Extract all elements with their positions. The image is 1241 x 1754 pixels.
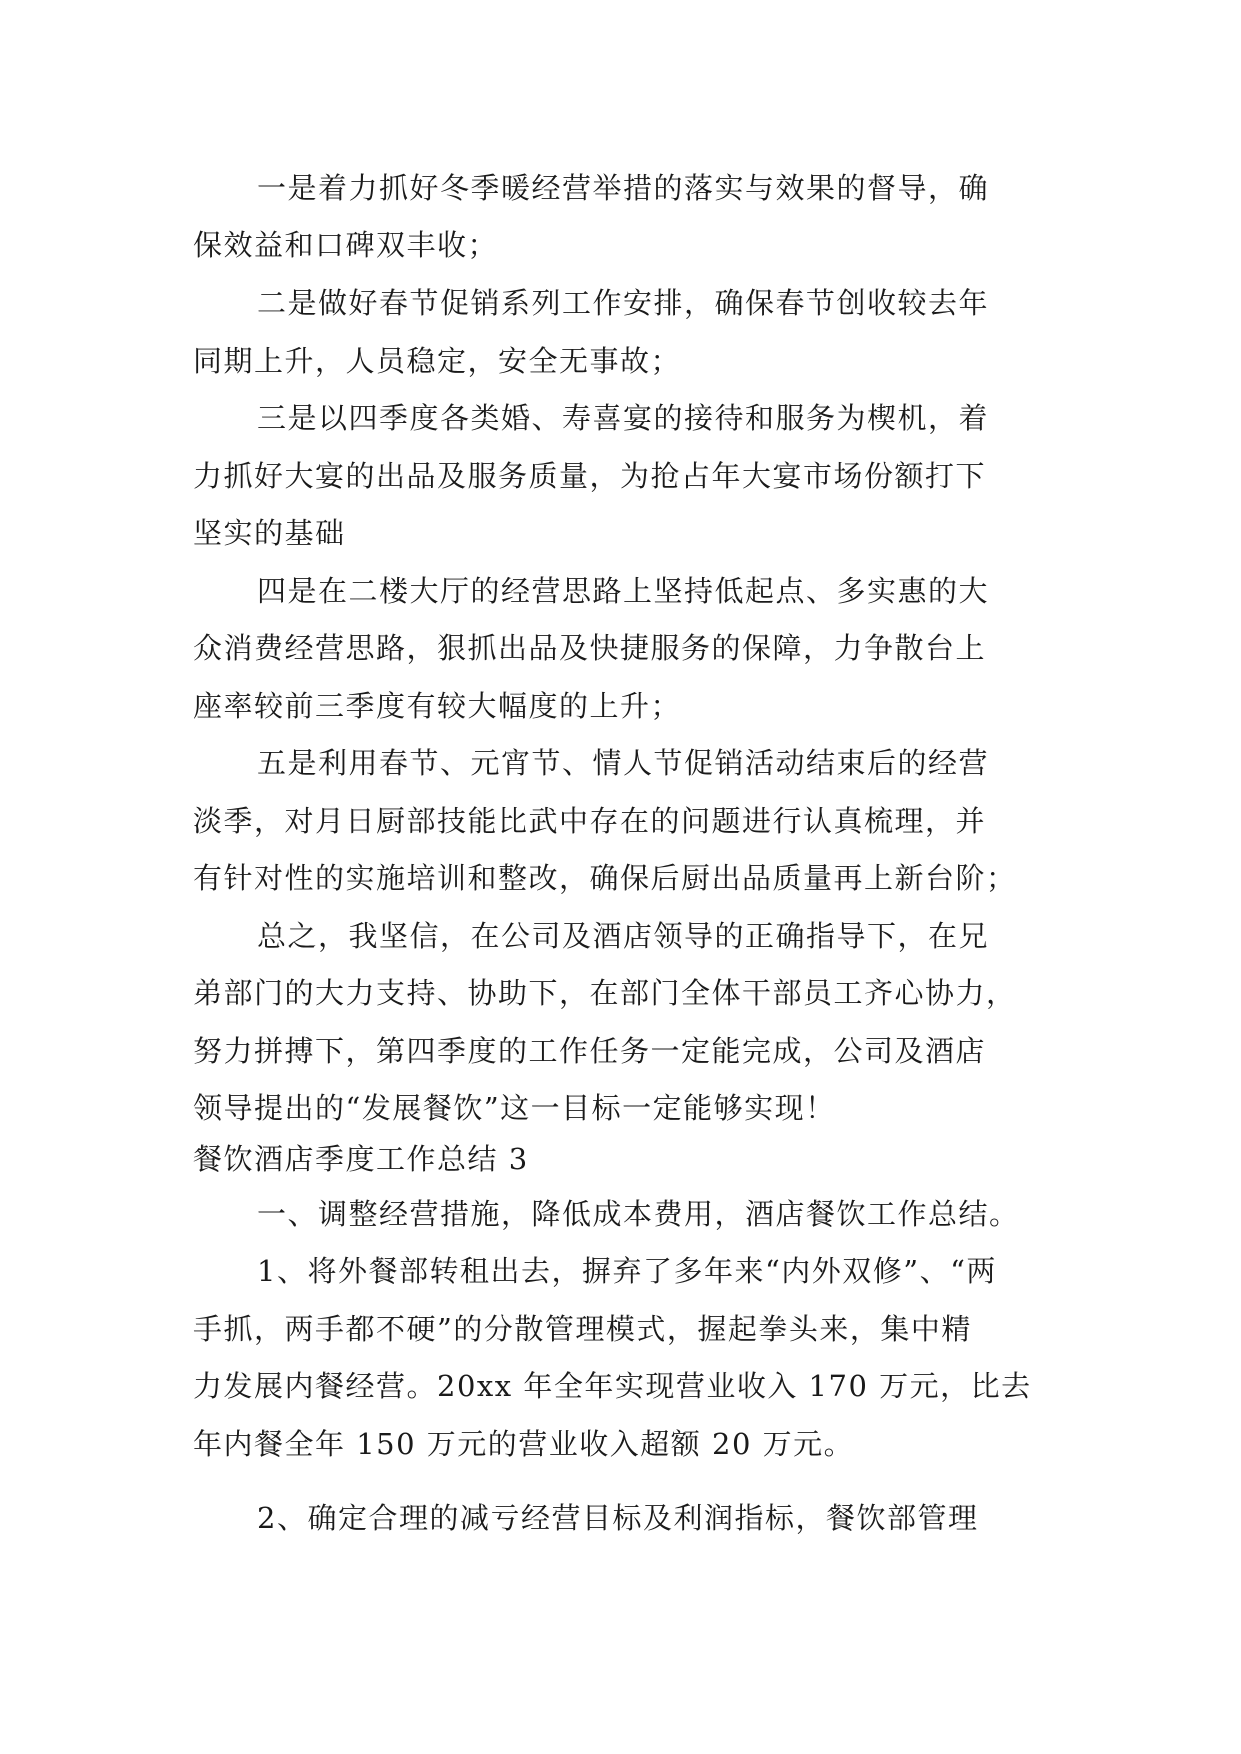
paragraph-line: 手抓，两手都不硬”的分散管理模式，握起拳头来，集中精 (193, 1312, 972, 1346)
section-heading: 餐饮酒店季度工作总结 3 (193, 1142, 529, 1176)
paragraph-line: 1、将外餐部转租出去，摒弃了多年来“内外双修”、“两 (257, 1254, 997, 1288)
paragraph-line: 座率较前三季度有较大幅度的上升； (193, 689, 682, 723)
paragraph-line: 有针对性的实施培训和整改，确保后厨出品质量再上新台阶； (193, 861, 1017, 895)
paragraph-line: 淡季，对月日厨部技能比武中存在的问题进行认真梳理，并 (193, 804, 987, 838)
paragraph-line: 努力拼搏下，第四季度的工作任务一定能完成，公司及酒店 (193, 1034, 987, 1068)
paragraph-line: 二是做好春节促销系列工作安排，确保春节创收较去年 (257, 286, 990, 320)
paragraph-line: 坚实的基础 (193, 516, 346, 550)
paragraph-line: 力抓好大宴的出品及服务质量，为抢占年大宴市场份额打下 (193, 459, 987, 493)
paragraph-line: 四是在二楼大厅的经营思路上坚持低起点、多实惠的大 (257, 574, 990, 608)
paragraph-line: 弟部门的大力支持、协助下，在部门全体干部员工齐心协力， (193, 976, 1017, 1010)
paragraph-line: 2、确定合理的减亏经营目标及利润指标，餐饮部管理 (257, 1501, 979, 1535)
paragraph-line: 一、调整经营措施，降低成本费用，酒店餐饮工作总结。 (257, 1197, 1020, 1231)
paragraph-line: 同期上升，人员稳定，安全无事故； (193, 344, 682, 378)
paragraph-line: 一是着力抓好冬季暖经营举措的落实与效果的督导，确 (257, 171, 990, 205)
paragraph-line: 众消费经营思路，狠抓出品及快捷服务的保障，力争散台上 (193, 631, 987, 665)
paragraph-line: 领导提出的“发展餐饮”这一目标一定能够实现！ (193, 1091, 836, 1125)
paragraph-line: 五是利用春节、元宵节、情人节促销活动结束后的经营 (257, 746, 990, 780)
paragraph-line: 总之，我坚信，在公司及酒店领导的正确指导下，在兄 (257, 919, 990, 953)
paragraph-line: 三是以四季度各类婚、寿喜宴的接待和服务为楔机，着 (257, 401, 990, 435)
paragraph-line: 力发展内餐经营。20xx 年全年实现营业收入 170 万元，比去 (193, 1369, 1032, 1403)
paragraph-line: 保效益和口碑双丰收； (193, 228, 499, 262)
paragraph-line: 年内餐全年 150 万元的营业收入超额 20 万元。 (193, 1427, 855, 1461)
